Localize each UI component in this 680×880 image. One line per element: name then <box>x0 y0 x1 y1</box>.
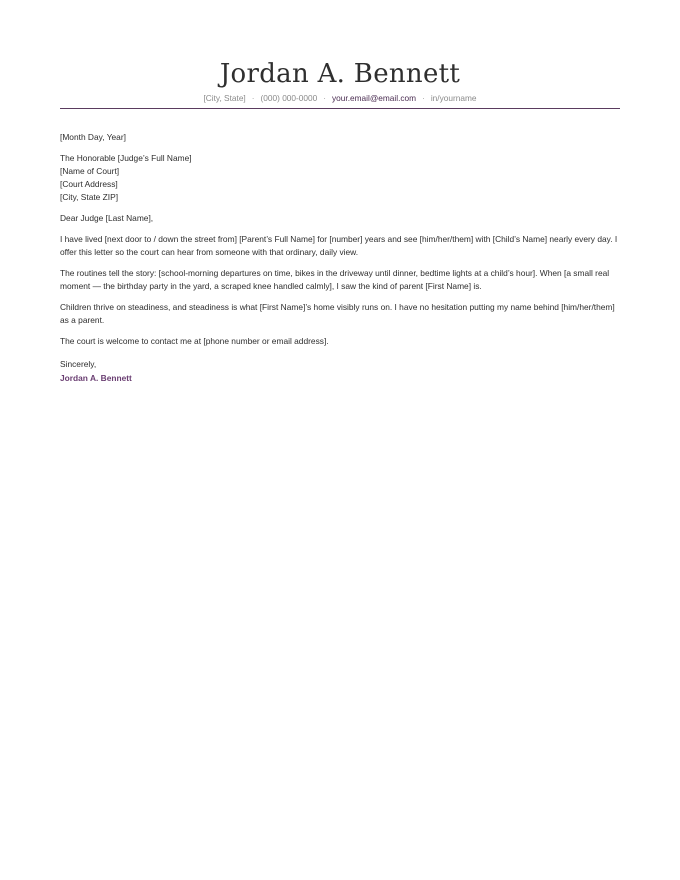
letter-body <box>60 131 622 393</box>
contact-linkedin: in/yourname <box>430 93 477 103</box>
contact-line <box>60 93 620 103</box>
contact-phone: (000) 000-0000 <box>260 93 318 103</box>
closing: Sincerely, <box>60 359 97 370</box>
signature-name: Jordan A. Bennett <box>60 373 132 384</box>
recipient-line: [Name of Court] <box>60 166 120 176</box>
contact-email-link[interactable]: your.email@email.com <box>332 93 417 103</box>
letter-date: [Month Day, Year] <box>60 132 126 142</box>
recipient-line: The Honorable [Judge’s Full Name] <box>60 152 192 163</box>
salutation: Dear Judge [Last Name], <box>60 213 154 224</box>
body-paragraph: Children thrive on steadiness, and steadiness is what [First Name]’s home visibly runs on. I have no hesitation putting my name behind [him/her/them] as a parent. <box>60 302 615 326</box>
body-paragraph: The court is welcome to contact me at [phone number or email address]. <box>60 336 329 346</box>
signature-block <box>60 358 622 385</box>
header-divider <box>60 108 620 109</box>
contact-separator: · <box>251 93 255 103</box>
body-paragraph: The routines tell the story: [school-morning departures on time, bikes in the driveway until dinner, bedtime lights at a child’s hour]. When [a small real moment — the birthday party in the yard, a scraped knee handled calmly], I saw the kind of parent [First Name] is. <box>60 268 610 292</box>
recipient-line: [City, State ZIP] <box>60 192 119 203</box>
contact-separator: · <box>323 93 327 103</box>
contact-location: [City, State] <box>203 93 246 103</box>
body-paragraph: I have lived [next door to / down the street from] [Parent’s Full Name] for [number] years and see [him/her/them] with [Child’s Name] nearly every day. I offer this letter so the court can hear from someone with that ordinary, daily view. <box>60 234 618 258</box>
recipient-block <box>60 152 622 205</box>
contact-separator: · <box>422 93 425 103</box>
recipient-line: [Court Address] <box>60 179 118 190</box>
sender-name-heading: Jordan A. Bennett <box>219 59 461 89</box>
